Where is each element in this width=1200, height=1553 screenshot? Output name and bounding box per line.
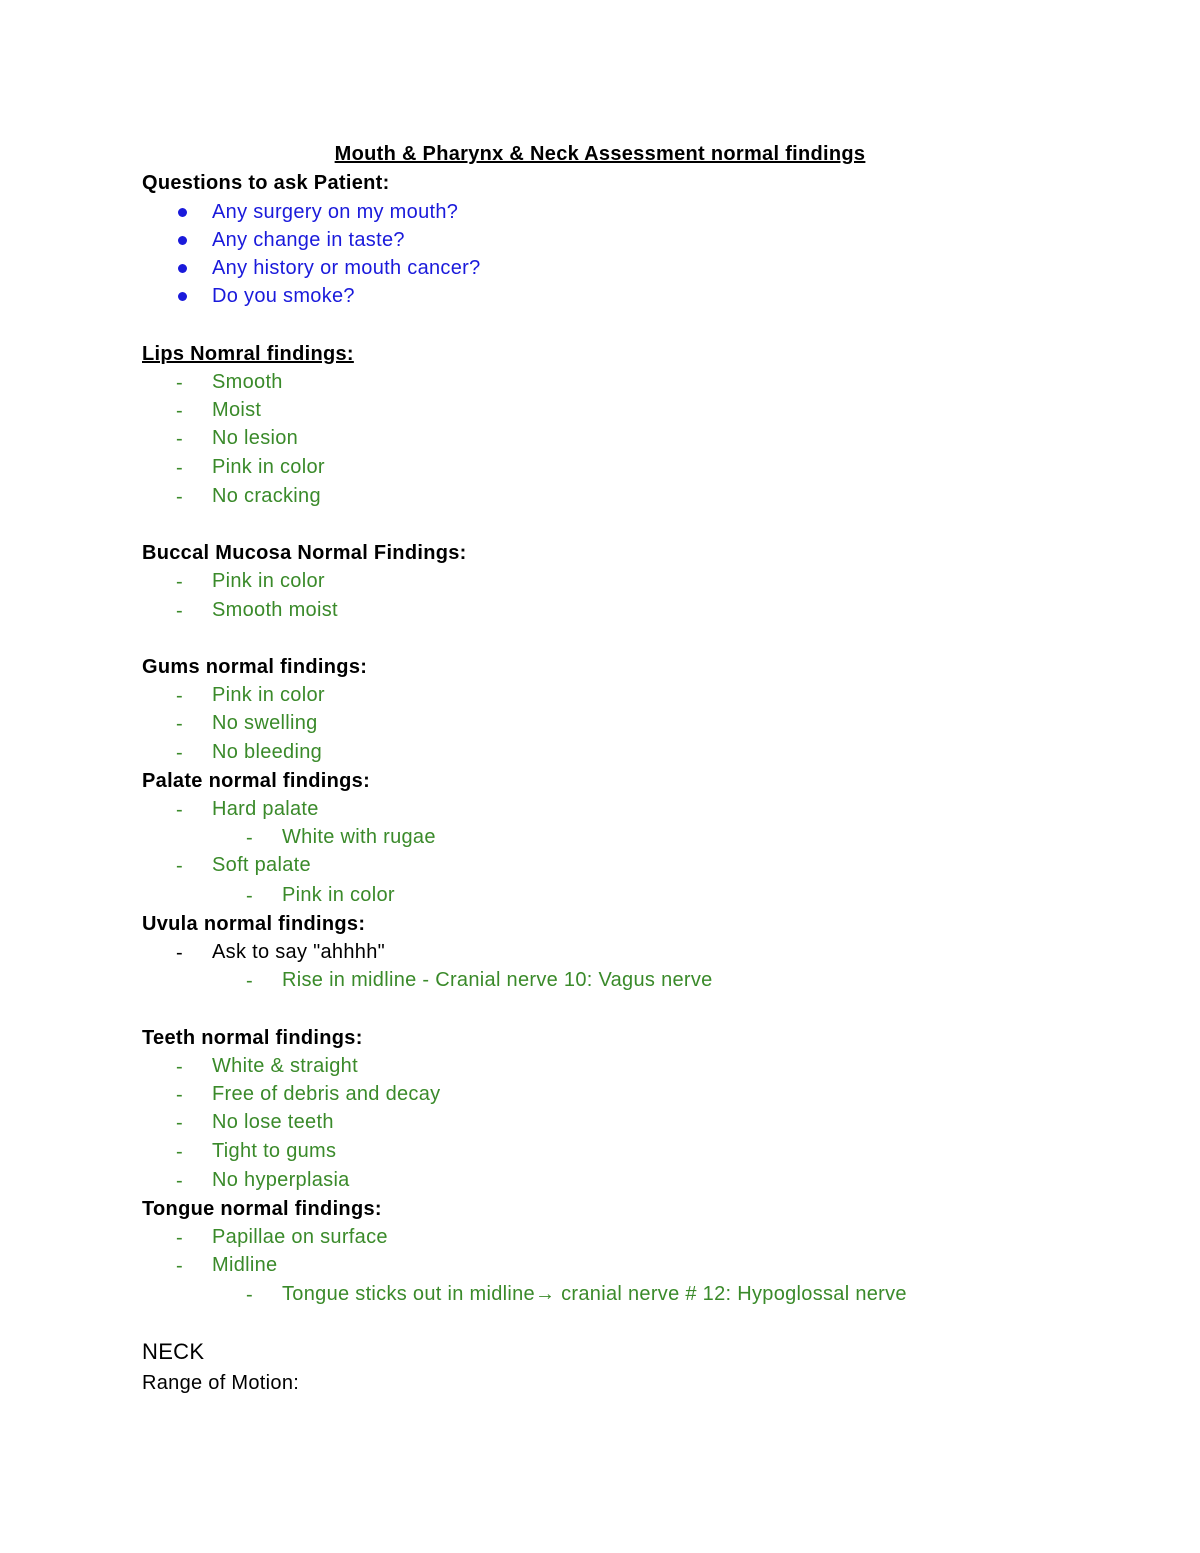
dash-marker: - [176,1084,183,1106]
bullet-icon [178,264,187,273]
teeth-item: No lose teeth [212,1111,334,1133]
dash-marker: - [176,428,183,450]
buccal-item: Smooth moist [212,599,338,621]
bullet-icon [178,236,187,245]
uvula-detail: Rise in midline - Cranial nerve 10: Vagus nerve [282,969,713,991]
palate-soft-detail: Pink in color [282,884,395,906]
teeth-item: Free of debris and decay [212,1083,441,1105]
tongue-heading: Tongue normal findings: [142,1198,382,1220]
gums-item: No bleeding [212,741,323,763]
dash-marker: - [176,600,183,622]
teeth-item: No hyperplasia [212,1169,350,1191]
lips-item: Moist [212,399,262,421]
dash-marker: - [246,1284,253,1306]
dash-marker: - [176,486,183,508]
lips-item: Pink in color [212,456,325,478]
teeth-heading: Teeth normal findings: [142,1027,363,1049]
lips-item: Smooth [212,371,283,393]
dash-marker: - [176,685,183,707]
question-item: Any change in taste? [212,229,405,251]
bullet-icon [178,208,187,217]
dash-marker: - [176,1255,183,1277]
dash-marker: - [246,885,253,907]
tongue-item: Midline [212,1254,278,1276]
palate-heading: Palate normal findings: [142,770,371,792]
teeth-item: Tight to gums [212,1140,337,1162]
dash-marker: - [176,372,183,394]
tongue-detail: Tongue sticks out in midline→ cranial nerve # 12: Hypoglossal nerve [282,1283,907,1305]
tongue-item: Papillae on surface [212,1226,388,1248]
palate-hard-detail: White with rugae [282,826,436,848]
dash-marker: - [176,742,183,764]
dash-marker: - [176,855,183,877]
dash-marker: - [176,1112,183,1134]
lips-item: No cracking [212,485,321,507]
dash-marker: - [176,1227,183,1249]
dash-marker: - [176,1170,183,1192]
dash-marker: - [176,571,183,593]
document-title: Mouth & Pharynx & Neck Assessment normal findings [334,143,866,165]
buccal-item: Pink in color [212,570,325,592]
uvula-item: Ask to say "ahhhh" [212,941,386,963]
questions-heading: Questions to ask Patient: [142,172,390,194]
dash-marker: - [176,1141,183,1163]
question-item: Any surgery on my mouth? [212,201,459,223]
dash-marker: - [176,457,183,479]
dash-marker: - [176,713,183,735]
dash-marker: - [176,400,183,422]
gums-heading: Gums normal findings: [142,656,368,678]
bullet-icon [178,292,187,301]
uvula-heading: Uvula normal findings: [142,913,366,935]
teeth-item: White & straight [212,1055,358,1077]
palate-soft: Soft palate [212,854,311,876]
lips-heading: Lips Nomral findings: [142,343,354,365]
neck-range-of-motion: Range of Motion: [142,1372,300,1394]
gums-item: No swelling [212,712,318,734]
dash-marker: - [176,1056,183,1078]
question-item: Any history or mouth cancer? [212,257,481,279]
lips-item: No lesion [212,427,299,449]
gums-item: Pink in color [212,684,325,706]
dash-marker: - [176,942,183,964]
dash-marker: - [246,970,253,992]
palate-hard: Hard palate [212,798,319,820]
dash-marker: - [176,799,183,821]
question-item: Do you smoke? [212,285,355,307]
dash-marker: - [246,827,253,849]
neck-heading: NECK [142,1339,205,1364]
buccal-heading: Buccal Mucosa Normal Findings: [142,542,467,564]
